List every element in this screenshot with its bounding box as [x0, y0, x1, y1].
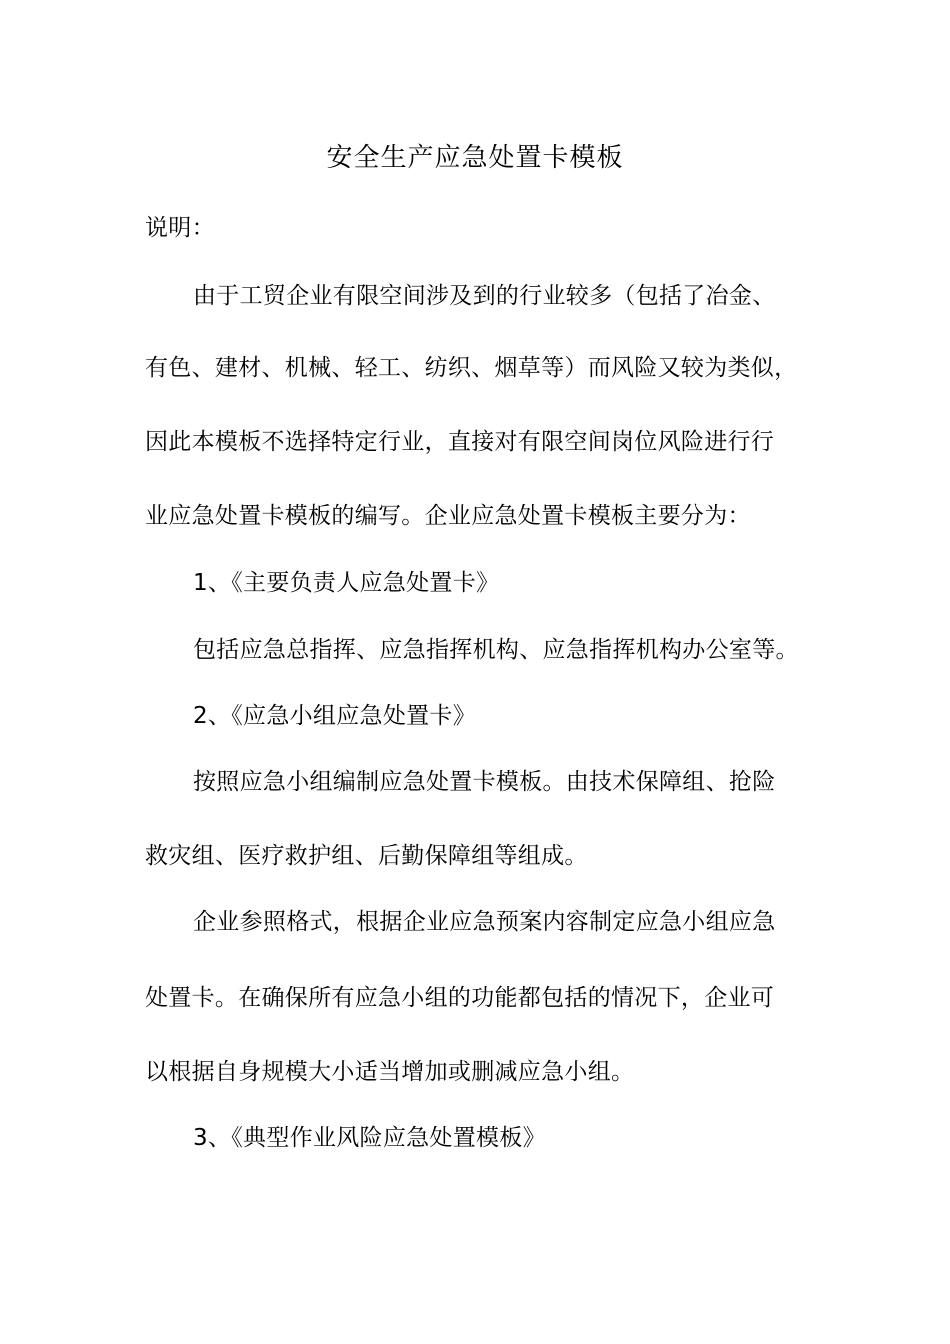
paragraph-line: 由于工贸企业有限空间涉及到的行业较多（包括了冶金、	[193, 283, 776, 309]
list-item-heading: 3、《典型作业风险应急处置模板》	[193, 1125, 546, 1151]
document-title: 安全生产应急处置卡模板	[326, 143, 624, 173]
paragraph-line: 处置卡。在确保所有应急小组的功能都包括的情况下，企业可	[145, 985, 775, 1011]
paragraph-line: 因此本模板不选择特定行业，直接对有限空间岗位风险进行行	[145, 429, 775, 455]
paragraph-line: 企业参照格式，根据企业应急预案内容制定应急小组应急	[193, 909, 776, 935]
list-item-heading: 1、《主要负责人应急处置卡》	[193, 570, 500, 596]
paragraph-line: 按照应急小组编制应急处置卡模板。由技术保障组、抢险	[193, 769, 776, 795]
paragraph-line: 包括应急总指挥、应急指挥机构、应急指挥机构办公室等。	[193, 637, 799, 663]
paragraph-line: 以根据自身规模大小适当增加或删减应急小组。	[145, 1059, 635, 1085]
paragraph-line: 救灾组、医疗救护组、后勤保障组等组成。	[145, 843, 588, 869]
paragraph-line: 业应急处置卡模板的编写。企业应急处置卡模板主要分为：	[145, 503, 751, 529]
paragraph-line: 有色、建材、机械、轻工、纺织、烟草等）而风险又较为类似，	[145, 355, 798, 381]
list-item-heading: 2、《应急小组应急处置卡》	[193, 703, 477, 729]
explanation-label: 说明：	[145, 215, 215, 241]
